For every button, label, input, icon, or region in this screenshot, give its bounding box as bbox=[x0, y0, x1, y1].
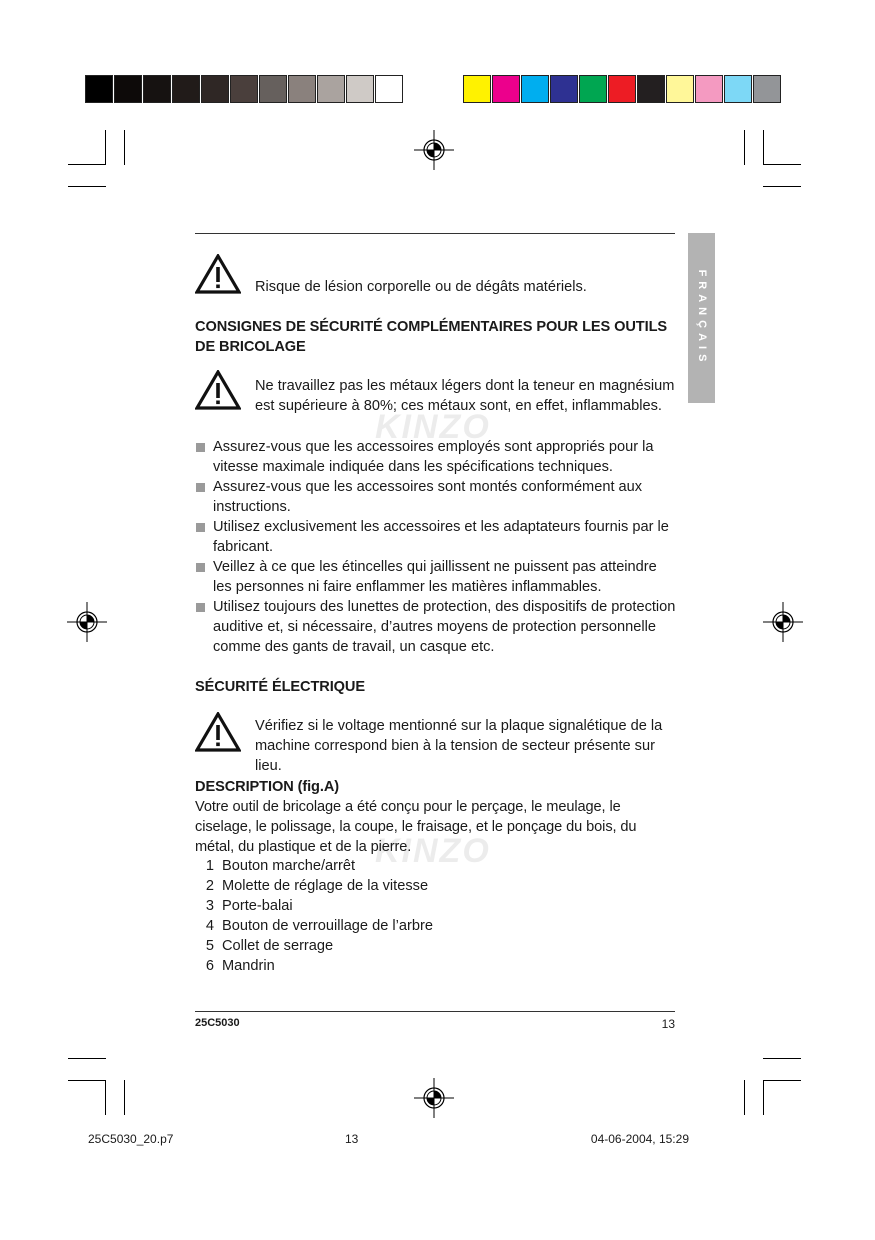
list-item: 4 Bouton de verrouillage de l’arbre bbox=[205, 918, 433, 934]
registration-mark-icon bbox=[414, 130, 454, 170]
color-calibration-bar bbox=[463, 75, 782, 103]
warning-text: Vérifiez si le voltage mentionné sur la plaque signalétique de la machine correspond bien à la tension de secteur présente sur lieu. bbox=[255, 718, 663, 774]
color-swatch bbox=[637, 75, 665, 103]
footer-rule bbox=[195, 1011, 675, 1012]
bullet-square-icon bbox=[196, 483, 205, 492]
slug-datetime: 04-06-2004, 15:29 bbox=[590, 1132, 689, 1146]
color-swatch bbox=[550, 75, 578, 103]
list-item: 6 Mandrin bbox=[205, 958, 275, 974]
color-swatch bbox=[608, 75, 636, 103]
watermark-logo: KINZO bbox=[375, 408, 491, 446]
bullet-square-icon bbox=[196, 443, 205, 452]
parts-list bbox=[195, 856, 675, 976]
color-swatch bbox=[143, 75, 171, 103]
color-swatch bbox=[579, 75, 607, 103]
color-swatch bbox=[753, 75, 781, 103]
list-item: 1 Bouton marche/arrêt bbox=[205, 858, 356, 874]
registration-mark-icon bbox=[414, 1078, 454, 1118]
warning-text: Risque de lésion corporelle ou de dégâts matériels. bbox=[255, 279, 587, 295]
list-item: 2 Molette de réglage de la vitesse bbox=[205, 878, 429, 894]
color-swatch bbox=[463, 75, 491, 103]
color-swatch bbox=[172, 75, 200, 103]
warning-block bbox=[195, 712, 675, 774]
color-swatch bbox=[259, 75, 287, 103]
color-swatch bbox=[85, 75, 113, 103]
list-item: Assurez-vous que les accessoires employés sont appropriés pour la vitesse maximale indiquée dans les spécifications techniques. bbox=[195, 437, 677, 477]
warning-block bbox=[195, 370, 675, 414]
top-rule bbox=[195, 233, 675, 234]
color-swatch bbox=[288, 75, 316, 103]
warning-triangle-icon bbox=[195, 712, 241, 752]
list-item: Utilisez exclusivement les accessoires et les adaptateurs fournis par le fabricant. bbox=[195, 517, 677, 557]
color-swatch bbox=[317, 75, 345, 103]
watermark-logo: KINZO bbox=[375, 832, 491, 870]
slug-page: 13 bbox=[345, 1132, 359, 1146]
warning-block bbox=[195, 254, 675, 296]
list-item: Utilisez toujours des lunettes de protection, des dispositifs de protection auditive et, si nécessaire, d’autres moyens de protection personnelle comme des gants de travail, un casque etc. bbox=[195, 597, 677, 657]
warning-triangle-icon bbox=[195, 370, 241, 410]
bullet-square-icon bbox=[196, 563, 205, 572]
color-swatch bbox=[230, 75, 258, 103]
section-heading: DESCRIPTION (fig.A) bbox=[195, 779, 340, 795]
registration-mark-icon bbox=[763, 602, 803, 642]
language-side-tab bbox=[688, 233, 715, 403]
color-swatch bbox=[666, 75, 694, 103]
registration-mark-icon bbox=[67, 602, 107, 642]
section-heading: CONSIGNES DE SÉCURITÉ COMPLÉMENTAIRES POUR LES OUTILS DE BRICOLAGE bbox=[195, 319, 668, 355]
warning-triangle-icon bbox=[195, 254, 241, 294]
bullet-square-icon bbox=[196, 603, 205, 612]
warning-text: Ne travaillez pas les métaux légers dont la teneur en magnésium est supérieure à 80%; ces métaux sont, en effet, inflammables. bbox=[255, 378, 675, 414]
color-swatch bbox=[114, 75, 142, 103]
list-item: Veillez à ce que les étincelles qui jaillissent ne puissent pas atteindre les personnes ni faire enflammer les matières inflammables. bbox=[195, 557, 677, 597]
slug-filename: 25C5030_20.p7 bbox=[88, 1132, 174, 1146]
color-swatch bbox=[346, 75, 374, 103]
description-paragraph: Votre outil de bricolage a été conçu pour le perçage, le meulage, le ciselage, le polissage, la coupe, le fraisage, et le ponçage du bois, du métal, du plastique et de la pierre. bbox=[195, 799, 637, 855]
color-swatch bbox=[201, 75, 229, 103]
language-label: FRANÇAIS bbox=[695, 269, 708, 367]
list-item: Assurez-vous que les accessoires sont montés conformément aux instructions. bbox=[195, 477, 677, 517]
color-swatch bbox=[695, 75, 723, 103]
color-swatch bbox=[521, 75, 549, 103]
section-heading: SÉCURITÉ ÉLECTRIQUE bbox=[195, 679, 365, 695]
bullet-square-icon bbox=[196, 523, 205, 532]
safety-bullet-list bbox=[195, 437, 677, 657]
color-swatch bbox=[724, 75, 752, 103]
color-swatch bbox=[375, 75, 403, 103]
list-item: 5 Collet de serrage bbox=[205, 938, 334, 954]
color-swatch bbox=[492, 75, 520, 103]
list-item: 3 Porte-balai bbox=[205, 898, 293, 914]
page-number: 13 bbox=[661, 1017, 675, 1031]
grayscale-calibration-bar bbox=[85, 75, 404, 103]
model-code: 25C5030 bbox=[195, 1017, 240, 1029]
